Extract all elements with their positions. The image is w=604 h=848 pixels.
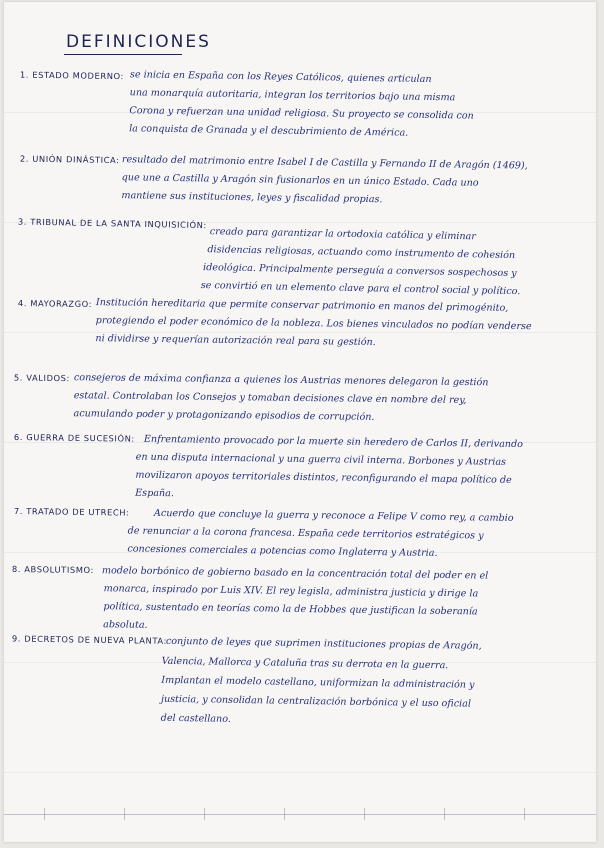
definition-line: estatal. Controlaban los Consejos y tomaban decisiones clave en nombre del rey,: [73, 390, 467, 406]
definition-line: ideológica. Principalmente perseguía a conversos sospechosos y: [203, 262, 517, 280]
definition-guerra-sucesion: [13, 431, 588, 500]
definition-term: 5. VALIDOS:: [13, 372, 71, 384]
definition-tratado-utrech: [13, 505, 588, 559]
definition-term: 6. GUERRA DE SUCESIÓN:: [13, 431, 135, 444]
definition-line: Corona y refuerzan una unidad religiosa. Su proyecto se consolida con: [129, 105, 474, 122]
definition-term: 4. MAYORAZGO:: [17, 298, 93, 310]
definition-line: ni dividirse y requerían autorización real para su gestión.: [95, 333, 376, 349]
definition-line: Valencia, Mallorca y Cataluña tras su derrota en la guerra.: [161, 655, 449, 672]
definition-term: 3. TRIBUNAL DE LA SANTA INQUISICIÓN:: [17, 216, 207, 231]
definition-estado-moderno: [18, 69, 588, 139]
definition-validos: [13, 372, 588, 423]
definition-line: la conquista de Granada y el descubrimiento de América.: [129, 123, 409, 139]
definition-term: 1. ESTADO MODERNO:: [19, 69, 125, 82]
definition-line: Institución hereditaria que permite conservar patrimonio en manos del primogénito,: [95, 297, 509, 314]
definition-term: 9. DECRETOS DE NUEVA PLANTA:: [11, 633, 168, 646]
notebook-page: [4, 2, 596, 842]
definition-line: mantiene sus instituciones, leyes y fiscalidad propias.: [121, 190, 383, 206]
definition-term: 8. ABSOLUTISMO:: [11, 563, 95, 576]
definition-line: que une a Castilla y Aragón sin fusionarlos en un único Estado. Cada uno: [121, 172, 479, 189]
definition-line: Implantan el modelo castellano, uniformizan la administración y: [161, 674, 475, 691]
definition-line: en una disputa internacional y una guerra civil interna. Borbones y Austrias: [135, 451, 507, 468]
definition-line: Enfrentamiento provocado por la muerte sin heredero de Carlos II, derivando: [143, 433, 523, 451]
page-bottom-line: [4, 814, 596, 815]
definition-line: modelo borbónico de gobierno basado en la concentración total del poder en el: [101, 565, 489, 582]
definition-line: consejeros de máxima confianza a quienes los Austrias menores delegaron la gestión: [73, 372, 489, 389]
definition-line: del castellano.: [160, 712, 231, 725]
definition-line: monarca, inspirado por Luis XIV. El rey legisla, administra justicia y dirige la: [103, 583, 479, 600]
definition-line: se inicia en España con los Reyes Católicos, quienes articulan: [129, 69, 432, 86]
definition-line: justicia, y consolidan la centralización borbónica y el uso oficial: [160, 693, 472, 710]
definition-line: absoluta.: [103, 619, 148, 631]
title-underline: [64, 54, 182, 55]
definition-union-dinastica: [18, 153, 588, 206]
definition-line: una monarquía autoritaria, integran los territorios bajo una misma: [129, 87, 456, 104]
page-title: DEFINICIONES: [66, 32, 211, 52]
definition-absolutismo: [11, 563, 588, 631]
definition-term: 7. TRATADO DE UTRECH:: [13, 505, 130, 518]
definition-line: política, sustentado en teorías como la de Hobbes que justifican la soberanía: [103, 601, 478, 618]
definition-line: conjunto de leyes que suprimen instituciones propias de Aragón,: [165, 635, 482, 652]
definition-mayorazgo: [17, 297, 588, 349]
definition-line: Acuerdo que concluye la guerra y reconoce a Felipe V como rey, a cambio: [153, 507, 514, 524]
definition-line: disidencias religiosas, actuando como instrumento de cohesión: [207, 244, 516, 262]
definition-line: protegiendo el poder económico de la nobleza. Los bienes vinculados no podían venderse: [95, 315, 532, 333]
definition-line: España.: [135, 487, 175, 500]
definition-line: movilizaron apoyos territoriales distintos, reconfigurando el mapa político de: [135, 469, 512, 486]
definition-line: creado para garantizar la ortodoxia católica y eliminar: [209, 226, 477, 243]
definition-line: acumulando poder y protagonizando episodios de corrupción.: [73, 408, 375, 423]
definition-line: de renunciar a la corona francesa. España cede territorios estratégicos y: [127, 525, 484, 542]
definition-line: concesiones comerciales a potencias como Inglaterra y Austria.: [127, 543, 438, 559]
definition-line: se convirtió en un elemento clave para el control social y político.: [200, 280, 521, 298]
definition-line: resultado del matrimonio entre Isabel I de Castilla y Fernando II de Aragón (1469),: [121, 154, 528, 172]
definition-term: 2. UNIÓN DINÁSTICA:: [19, 153, 120, 166]
definition-decretos-nueva-planta: [11, 633, 588, 725]
